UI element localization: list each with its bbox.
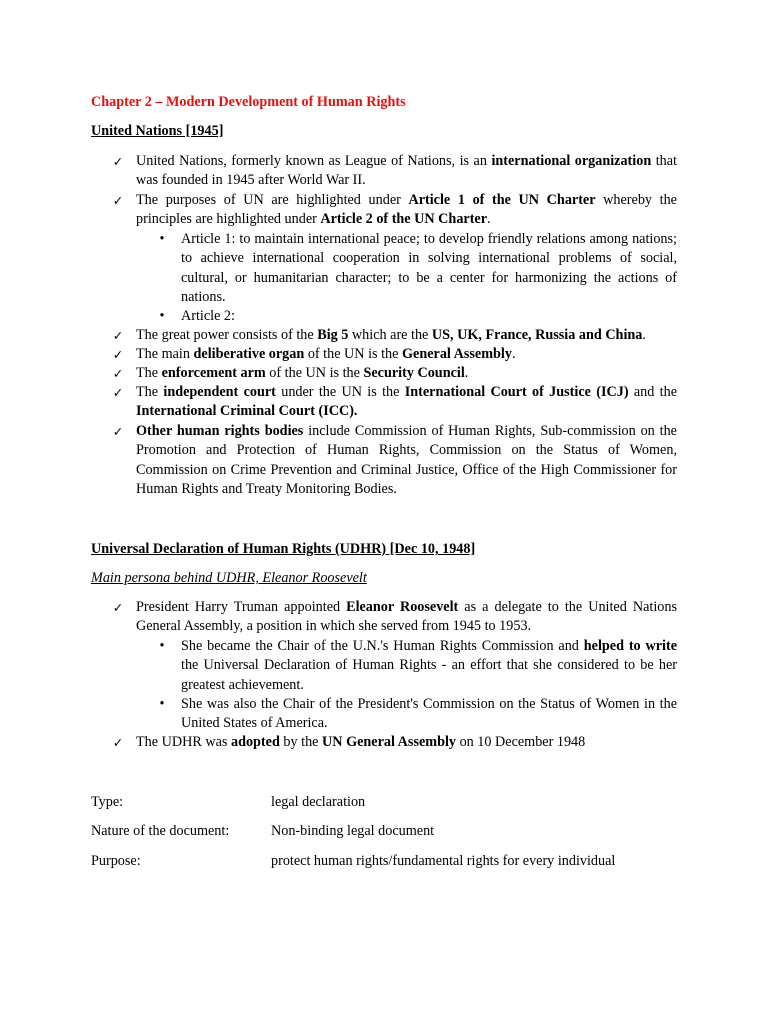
list-item: President Harry Truman appointed Eleanor Roosevelt as a delegate to the United Nations General Assembly, a position in which she served from 1945 to 1953. [136, 599, 677, 635]
list-item: The main deliberative organ of the UN is the General Assembly. [136, 346, 516, 362]
sub-list-item: She was also the Chair of the President's Commission on the Status of Women in the United States of America. [181, 696, 677, 732]
sub-list-item: Article 2: [181, 308, 235, 324]
check-icon: ✓ [112, 347, 124, 362]
check-icon: ✓ [112, 328, 124, 343]
check-icon: ✓ [112, 600, 124, 615]
list-item: The enforcement arm of the UN is the Security Council. [136, 365, 469, 381]
chapter-title: Chapter 2 – Modern Development of Human Rights [91, 94, 406, 110]
check-icon: ✓ [112, 193, 124, 208]
check-icon: ✓ [112, 735, 124, 750]
list-item: The purposes of UN are highlighted under Article 1 of the UN Charter whereby the principles are highlighted under Article 2 of the UN Charter. [136, 192, 677, 228]
detail-value-purpose: protect human rights/fundamental rights for every individual [271, 853, 616, 869]
detail-label-type: Type: [91, 794, 124, 810]
check-icon: ✓ [112, 385, 124, 400]
detail-value-type: legal declaration [271, 794, 366, 810]
bullet-icon: • [159, 308, 165, 324]
list-item: The great power consists of the Big 5 which are the US, UK, France, Russia and China. [136, 327, 646, 343]
sub-list-item: She became the Chair of the U.N.'s Human Rights Commission and helped to write the Universal Declaration of Human Rights - an effort that she considered to be her greatest achievement. [181, 638, 677, 693]
section-heading-udhr: Universal Declaration of Human Rights (UDHR) [Dec 10, 1948] [91, 541, 476, 557]
detail-value-nature: Non-binding legal document [271, 823, 435, 839]
list-item: Other human rights bodies include Commission of Human Rights, Sub-commission on the Promotion and Protection of Human Rights, Commission on the Status of Women, Commission on Crime Prevention and Criminal Justice, Office of the High Commissioner for Human Rights and Treaty Monitoring Bodies. [136, 423, 677, 497]
bullet-icon: • [159, 696, 165, 712]
check-icon: ✓ [112, 424, 124, 439]
detail-label-nature: Nature of the document: [91, 823, 230, 839]
section-heading-united-nations: United Nations [1945] [91, 123, 224, 139]
bullet-icon: • [159, 231, 165, 247]
sub-list-item: Article 1: to maintain international peace; to develop friendly relations among nations; to achieve international cooperation in solving international problems of social, cultural, or humanitarian character; to be a center for harmonizing the actions of nations. [181, 231, 677, 305]
detail-label-purpose: Purpose: [91, 853, 141, 869]
section-subheading: Main persona behind UDHR, Eleanor Roosevelt [91, 570, 367, 586]
check-icon: ✓ [112, 154, 124, 169]
list-item: The independent court under the UN is the International Court of Justice (ICJ) and the International Criminal Court (ICC). [136, 384, 677, 420]
bullet-icon: • [159, 638, 165, 654]
list-item: United Nations, formerly known as League of Nations, is an international organization that was founded in 1945 after World War II. [136, 153, 677, 189]
check-icon: ✓ [112, 366, 124, 381]
list-item: The UDHR was adopted by the UN General Assembly on 10 December 1948 [136, 734, 586, 750]
